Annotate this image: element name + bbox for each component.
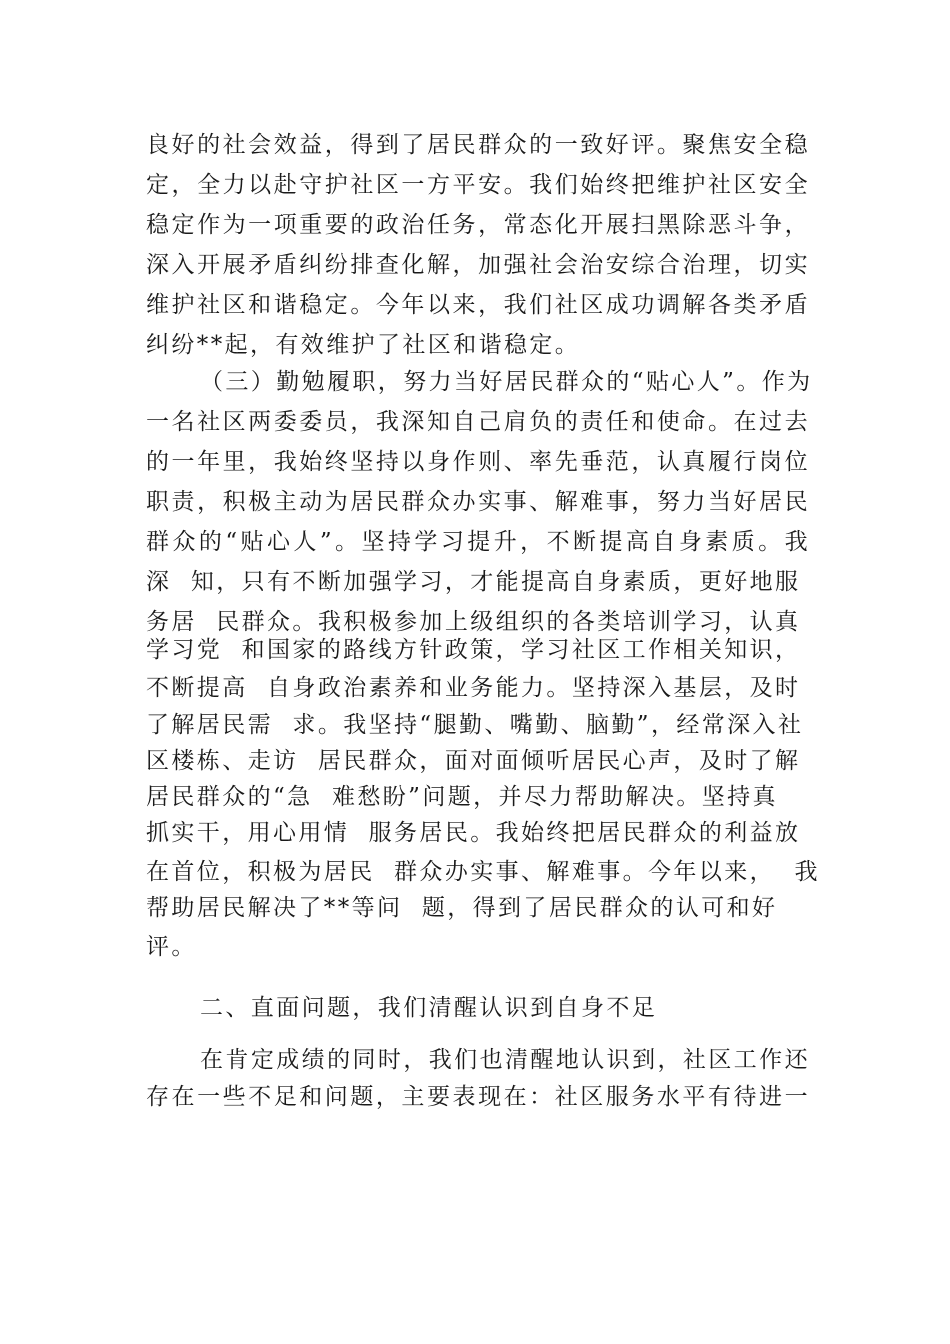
paragraph-2-line-7: 务居 民群众。我积极参加上级组织的各类培训学习，认真 bbox=[146, 609, 801, 635]
paragraph-1-line-5: 维护社区和谐稳定。今年以来，我们社区成功调解各类矛盾 bbox=[146, 292, 810, 318]
paragraph-2-line-14: 在首位，积极为居民 群众办实事、解难事。今年以来， 我 bbox=[146, 859, 820, 885]
paragraph-2-line-11: 区楼栋、走访 居民群众，面对面倾听居民心声，及时了解 bbox=[146, 748, 801, 774]
paragraph-2-line-6: 深 知，只有不断加强学习，才能提高自身素质，更好地服 bbox=[146, 569, 801, 595]
paragraph-2-line-12: 居民群众的“急 难愁盼”问题，并尽力帮助解决。坚持真 bbox=[146, 784, 778, 810]
paragraph-2-line-10: 了解居民需 求。我坚持“腿勤、嘴勤、脑勤”，经常深入社 bbox=[146, 712, 804, 738]
paragraph-2-line-15: 帮助居民解决了**等问 题，得到了居民群众的认可和好 bbox=[146, 895, 778, 921]
paragraph-2-line-8: 学习党 和国家的路线方针政策，学习社区工作相关知识， bbox=[146, 637, 801, 663]
paragraph-1-line-1: 良好的社会效益，得到了居民群众的一致好评。聚焦安全稳 bbox=[146, 132, 810, 158]
paragraph-2-line-2: 一名社区两委委员，我深知自己肩负的责任和使命。在过去 bbox=[146, 409, 810, 435]
paragraph-1-line-6: 纠纷**起，有效维护了社区和谐稳定。 bbox=[146, 332, 581, 358]
paragraph-2-line-13: 抓实干，用心用情 服务居民。我始终把居民群众的利益放 bbox=[146, 820, 801, 846]
paragraph-2-line-16: 评。 bbox=[146, 934, 197, 960]
paragraph-2-line-9: 不断提高 自身政治素养和业务能力。坚持深入基层，及时 bbox=[146, 675, 801, 701]
paragraph-3-line-2: 存在一些不足和问题，主要表现在：社区服务水平有待进一 bbox=[146, 1084, 810, 1110]
paragraph-2-line-1: （三）勤勉履职，努力当好居民群众的“贴心人”。作为 bbox=[200, 369, 813, 395]
paragraph-1-line-2: 定，全力以赴守护社区一方平安。我们始终把维护社区安全 bbox=[146, 172, 810, 198]
paragraph-2-line-5: 群众的“贴心人”。坚持学习提升，不断提高自身素质。我 bbox=[146, 529, 810, 555]
paragraph-1-line-3: 稳定作为一项重要的政治任务，常态化开展扫黑除恶斗争， bbox=[146, 212, 810, 238]
paragraph-2-line-3: 的一年里，我始终坚持以身作则、率先垂范，认真履行岗位 bbox=[146, 449, 810, 475]
section-heading: 二、直面问题，我们清醒认识到自身不足 bbox=[200, 995, 658, 1021]
paragraph-2-line-4: 职责，积极主动为居民群众办实事、解难事，努力当好居民 bbox=[146, 489, 810, 515]
paragraph-1-line-4: 深入开展矛盾纠纷排查化解，加强社会治安综合治理，切实 bbox=[146, 252, 810, 278]
paragraph-3-line-1: 在肯定成绩的同时，我们也清醒地认识到，社区工作还 bbox=[200, 1047, 810, 1073]
